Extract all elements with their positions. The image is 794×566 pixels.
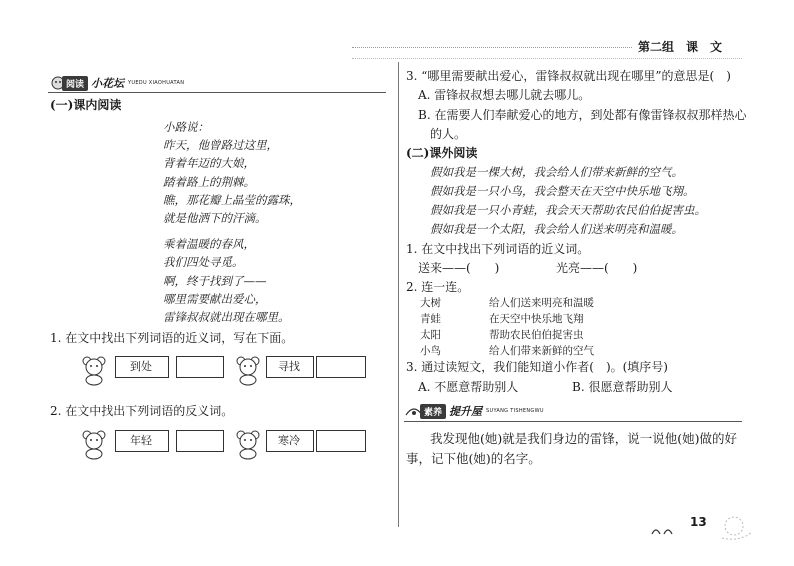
header-underline [352,58,742,59]
skills-banner-rule [404,421,742,422]
question-antonyms: 2. 在文中找出下列词语的反义词。 [50,404,234,418]
poem-line: 就是他洒下的汗滴。 [163,211,267,225]
word-label: 寒冷 [278,434,300,447]
poem-line: 昨天，他曾路过这里， [163,138,278,152]
poem-line: 我们四处寻觅。 [163,255,244,269]
answer-box[interactable] [316,430,366,452]
skills-pinyin: SUYANG TISHENGWU [486,408,544,414]
author-option-a[interactable]: A. 不愿意帮助别人 [418,380,519,394]
bear-icon [78,354,110,386]
poem-line: 瞧，那花瓣上晶莹的露珠， [163,193,301,207]
reading-banner-rule [48,92,386,93]
match-left-item[interactable]: 小鸟 [420,345,441,357]
match-left-item[interactable]: 青蛙 [420,313,441,325]
passage-line: 假如我是一个太阳，我会给人们送来明亮和温暖。 [430,222,683,236]
answer-box[interactable] [316,356,366,378]
task-line-1: 我发现他(她)就是我们身边的雷锋，说一说他(她)做的好 [430,431,738,446]
match-right-item[interactable]: 给人们送来明亮和温暖 [489,297,594,309]
option-a: A. 雷锋叔叔想去哪儿就去哪儿。 [418,88,591,102]
synonym-blank-b[interactable]: 光亮——( ) [556,261,638,275]
poem-line: 哪里需要献出爱心， [163,292,267,306]
answer-box[interactable] [176,430,224,452]
skills-tag: 素养 [420,404,446,419]
match-right-item[interactable]: 帮助农民伯伯捉害虫 [489,329,584,341]
match-left-item[interactable]: 太阳 [420,329,441,341]
question-meaning: 3. “哪里需要献出爱心，雷锋叔叔就出现在哪里”的意思是( ) [406,69,731,83]
match-right-item[interactable]: 在天空中快乐地飞翔 [489,313,584,325]
question-find-synonyms: 1. 在文中找出下列词语的近义词。 [406,242,590,256]
poem-line: 乘着温暖的春风， [163,237,255,251]
poem-line: 小路说： [163,120,209,134]
task-line-2: 事，记下他(她)的名字。 [406,451,541,466]
word-label: 到处 [130,360,152,373]
header-section: 第二组 课 文 [638,40,723,54]
skills-banner-title [420,404,544,418]
question-match: 2. 连一连。 [406,280,470,294]
word-label: 寻找 [278,360,300,373]
option-b-line2: 的人。 [430,127,467,141]
column-divider [398,62,399,527]
word-label: 年轻 [130,434,152,447]
passage-line: 假如我是一只小鸟，我会整天在天空中快乐地飞翔。 [430,184,695,198]
bear-icon [78,428,110,460]
passage-line: 假如我是一只小青蛙，我会天天帮助农民伯伯捉害虫。 [430,203,706,217]
section-title-in-class: (一)课内阅读 [50,98,122,112]
reading-title: 小花坛 [91,77,125,90]
author-option-b[interactable]: B. 很愿意帮助别人 [572,380,673,394]
section-title-extracurricular: (二)课外阅读 [406,146,478,160]
page-number: 13 [690,515,707,529]
bear-icon [232,354,264,386]
passage-line: 假如我是一棵大树，我会给人们带来新鲜的空气。 [430,165,683,179]
answer-box[interactable] [176,356,224,378]
bear-icon [232,428,264,460]
reading-tag: 阅读 [62,76,88,91]
poem-line: 雷锋叔叔就出现在哪里。 [163,310,290,324]
poem-line: 背着年迈的大娘， [163,156,255,170]
header-dotted-line [352,47,632,48]
poem-line: 啊，终于找到了—— [163,274,267,288]
reading-banner-title [62,76,184,90]
option-b-line1: B. 在需要人们奉献爱心的地方，到处都有像雷锋叔叔那样热心 [418,108,747,122]
question-author: 3. 通过读短文，我们能知道小作者( )。(填序号) [406,360,668,374]
match-left-item[interactable]: 大树 [420,297,441,309]
synonym-blank-a[interactable]: 送来——( ) [418,261,500,275]
reading-pinyin: YUEDU XIAOHUATAN [128,80,185,86]
skills-title: 提升屋 [449,405,483,418]
match-right-item[interactable]: 给人们带来新鲜的空气 [489,345,594,357]
poem-line: 踏着路上的荆棘。 [163,175,255,189]
question-synonyms: 1. 在文中找出下列词语的近义词，写在下面。 [50,331,294,345]
